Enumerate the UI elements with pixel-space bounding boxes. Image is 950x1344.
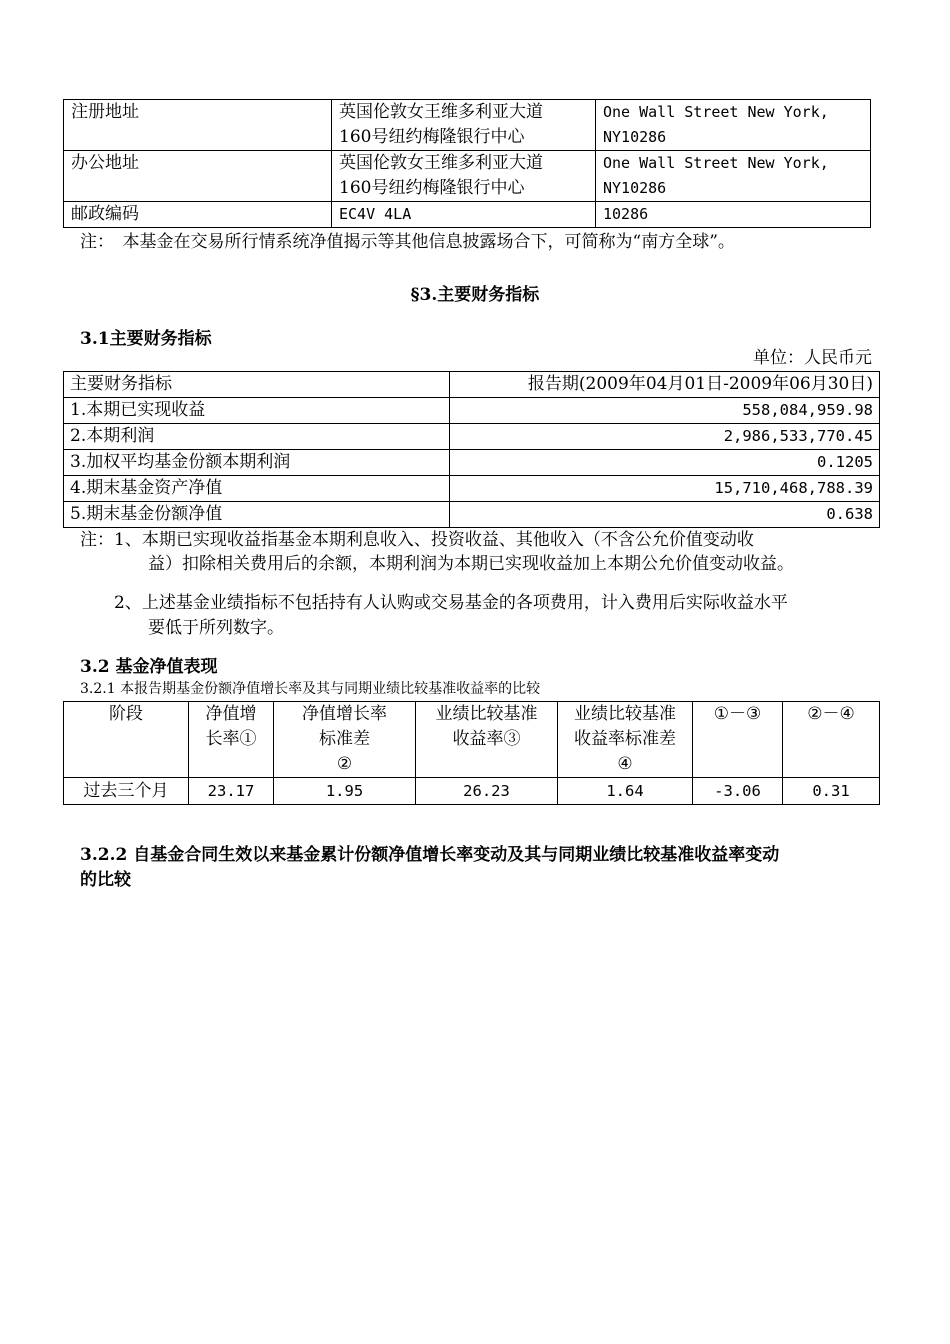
table-row	[64, 100, 871, 151]
note-1-line-2: 益）扣除相关费用后的余额，本期利润为本期已实现收益加上本期公允价值变动收益。	[148, 554, 794, 574]
abbreviation-note: 注： 本基金在交易所行情系统净值揭示等其他信息披露场合下，可简称为“南方全球”。	[80, 232, 735, 252]
table-row	[64, 202, 871, 228]
diff-1-3-cell: -3.06	[693, 778, 783, 805]
unit-label: 单位：人民币元	[753, 348, 872, 368]
diff-2-4-cell: 0.31	[783, 778, 880, 805]
header-benchmark-return: 业绩比较基准 收益率③	[416, 702, 558, 778]
indicator-name: 3.加权平均基金份额本期利润	[64, 450, 450, 476]
nav-growth-cell: 23.17	[189, 778, 274, 805]
subsection-title: 3.2 基金净值表现	[80, 657, 218, 677]
header-nav-std: 净值增长率 标准差 ②	[274, 702, 416, 778]
nav-std-cell: 1.95	[274, 778, 416, 805]
postal-code-uk: EC4V 4LA	[332, 202, 596, 228]
benchmark-return-cell: 26.23	[416, 778, 558, 805]
table-header-row	[64, 702, 880, 778]
note-2-line-2: 要低于所列数字。	[148, 618, 284, 638]
indicator-name: 4.期末基金资产净值	[64, 476, 450, 502]
row-label: 邮政编码	[64, 202, 332, 228]
indicator-name: 1.本期已实现收益	[64, 398, 450, 424]
financial-indicators-table	[63, 371, 880, 528]
benchmark-std-cell: 1.64	[558, 778, 693, 805]
english-address: One Wall Street New York, NY10286	[596, 100, 871, 151]
row-label: 办公地址	[64, 151, 332, 202]
note-1-line-1: 注：1、本期已实现收益指基金本期利息收入、投资收益、其他收入（不含公允价值变动收	[80, 530, 754, 550]
english-address: One Wall Street New York, NY10286	[596, 151, 871, 202]
postal-code-us: 10286	[596, 202, 871, 228]
column-header: 报告期(2009年04月01日-2009年06月30日)	[450, 372, 880, 398]
column-header: 主要财务指标	[64, 372, 450, 398]
chinese-address: 英国伦敦女王维多利亚大道 160号纽约梅隆银行中心	[332, 151, 596, 202]
section-title: §3.主要财务指标	[410, 285, 540, 305]
table-row	[64, 424, 880, 450]
custodian-address-table	[63, 99, 871, 228]
table-row	[64, 151, 871, 202]
subsection-title: 3.2.2 自基金合同生效以来基金累计份额净值增长率变动及其与同期业绩比较基准收益率变动 的比较	[80, 845, 780, 890]
nav-performance-table	[63, 701, 880, 805]
chinese-address: 英国伦敦女王维多利亚大道 160号纽约梅隆银行中心	[332, 100, 596, 151]
header-diff-1-3: ①－③	[693, 702, 783, 778]
period-cell: 过去三个月	[64, 778, 189, 805]
table-header-row	[64, 372, 880, 398]
indicator-value: 15,710,468,788.39	[450, 476, 880, 502]
indicator-name: 5.期末基金份额净值	[64, 502, 450, 528]
table-row	[64, 502, 880, 528]
indicator-value: 0.1205	[450, 450, 880, 476]
header-period: 阶段	[64, 702, 189, 778]
header-diff-2-4: ②－④	[783, 702, 880, 778]
indicator-name: 2.本期利润	[64, 424, 450, 450]
table-row	[64, 778, 880, 805]
indicator-value: 0.638	[450, 502, 880, 528]
note-2-line-1: 2、上述基金业绩指标不包括持有人认购或交易基金的各项费用，计入费用后实际收益水平	[114, 593, 788, 613]
header-benchmark-std: 业绩比较基准 收益率标准差 ④	[558, 702, 693, 778]
row-label: 注册地址	[64, 100, 332, 151]
table-row	[64, 450, 880, 476]
indicator-value: 558,084,959.98	[450, 398, 880, 424]
indicator-value: 2,986,533,770.45	[450, 424, 880, 450]
table-row	[64, 398, 880, 424]
sub-subsection-title: 3.2.1 本报告期基金份额净值增长率及其与同期业绩比较基准收益率的比较	[80, 681, 541, 697]
table-row	[64, 476, 880, 502]
header-nav-growth: 净值增 长率①	[189, 702, 274, 778]
subsection-title: 3.1主要财务指标	[80, 329, 212, 349]
